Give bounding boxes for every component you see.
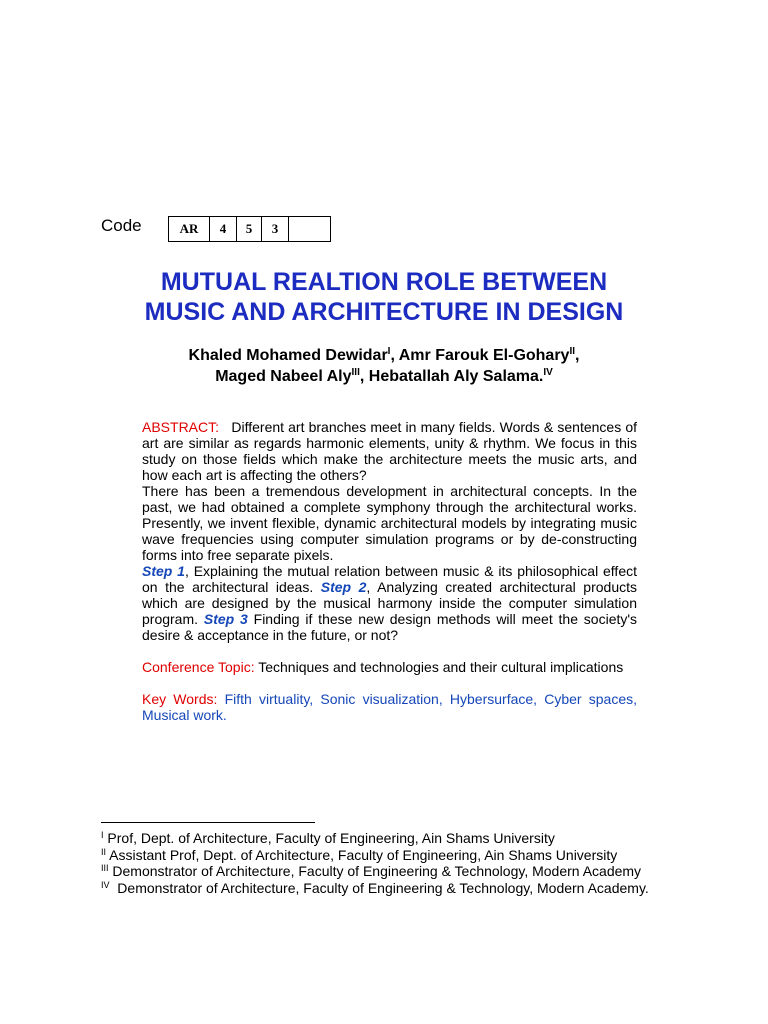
- step-text: , Analyzing created architectural products which are designed by the musical harmony inside the computer simulation program.: [142, 579, 637, 627]
- code-label: Code: [101, 216, 142, 235]
- footnote-mark: IV: [101, 879, 110, 890]
- code-cell: 4: [210, 217, 237, 242]
- conference-text: Techniques and technologies and their cultural implications: [258, 659, 624, 675]
- footnote-mark: I: [101, 830, 104, 840]
- code-cell: AR: [169, 217, 210, 242]
- abstract-paragraph: There has been a tremendous development in architectural concepts. In the past, we had obtained a complete symphony through the architectural works. Presently, we invent flexible, dynamic architectural models by integrating music wave frequencies using computer simulation programs or by de-constructing forms into free separate pixels.: [142, 483, 637, 563]
- code-cell: 5: [237, 217, 262, 242]
- affiliation-mark: II: [569, 346, 576, 357]
- code-cell: [289, 217, 331, 242]
- paper-title: [0, 267, 768, 327]
- keywords-text: Fifth virtuality, Sonic visualization, Hybersurface, Cyber spaces, Musical work.: [142, 691, 637, 723]
- abstract-label: ABSTRACT:: [142, 419, 220, 435]
- footnote: [101, 880, 671, 897]
- footnote: [101, 863, 671, 880]
- step-label: Step 1: [142, 563, 185, 579]
- footnote-text: Prof, Dept. of Architecture, Faculty of Engineering, Ain Shams University: [107, 830, 555, 846]
- author-name: Khaled Mohamed Dewidar: [188, 347, 388, 364]
- author-line: Maged Nabeel Aly$^{III}$, Hebatallah Aly Salama.$^{IV}$: [215, 367, 553, 385]
- footnote-text: Demonstrator of Architecture, Faculty of Engineering & Technology, Modern Academy.: [117, 879, 649, 896]
- affiliation-mark: IV: [543, 367, 553, 378]
- key-words: [142, 691, 637, 723]
- footnote: [101, 847, 671, 864]
- abstract-steps: [142, 563, 637, 643]
- footnote: [101, 830, 671, 847]
- author-name: Maged Nabeel Aly: [215, 368, 352, 385]
- conference-topic: [142, 659, 637, 675]
- affiliation-mark: III: [351, 367, 360, 378]
- footnote-mark: II: [101, 846, 107, 857]
- author-list: [0, 345, 768, 387]
- affiliation-mark: I: [387, 346, 391, 357]
- conference-label: Conference Topic:: [142, 659, 255, 675]
- title-line: MUSIC AND ARCHITECTURE IN DESIGN: [144, 298, 624, 326]
- author-name: Amr Farouk El-Gohary: [398, 347, 570, 364]
- step-label: Step 3: [203, 611, 248, 627]
- abstract-text: Different art branches meet in many fields. Words & sentences of art are similar as regards harmonic elements, unity & rhythm. We focus in this study on those fields which make the architecture meets the music arts, and how each art is affecting the others?: [142, 419, 637, 483]
- title-line: MUTUAL REALTION ROLE BETWEEN: [160, 268, 608, 296]
- footnote-text: Assistant Prof, Dept. of Architecture, Faculty of Engineering, Ain Shams University: [109, 846, 618, 863]
- step-text: , Explaining the mutual relation between music & its philosophical effect on the architectural ideas.: [142, 563, 638, 595]
- abstract-block: [142, 419, 637, 723]
- code-cell: 3: [262, 217, 289, 242]
- footnotes: [101, 830, 671, 896]
- footnote-divider: [101, 822, 315, 823]
- abstract-paragraph: [142, 419, 637, 483]
- footnote-mark: III: [101, 863, 109, 873]
- author-name: Hebatallah Aly Salama.: [368, 368, 544, 385]
- step-text: Finding if these new design methods will meet the society's desire & acceptance in the future, or not?: [142, 611, 638, 643]
- code-table: [168, 216, 331, 242]
- keywords-label: Key Words:: [142, 691, 218, 707]
- footnote-text: Demonstrator of Architecture, Faculty of Engineering & Technology, Modern Academy: [112, 863, 642, 879]
- author-line: Khaled Mohamed Dewidar$^I$, Amr Farouk El-Gohary$^{II}$,: [188, 346, 580, 364]
- step-label: Step 2: [320, 579, 367, 595]
